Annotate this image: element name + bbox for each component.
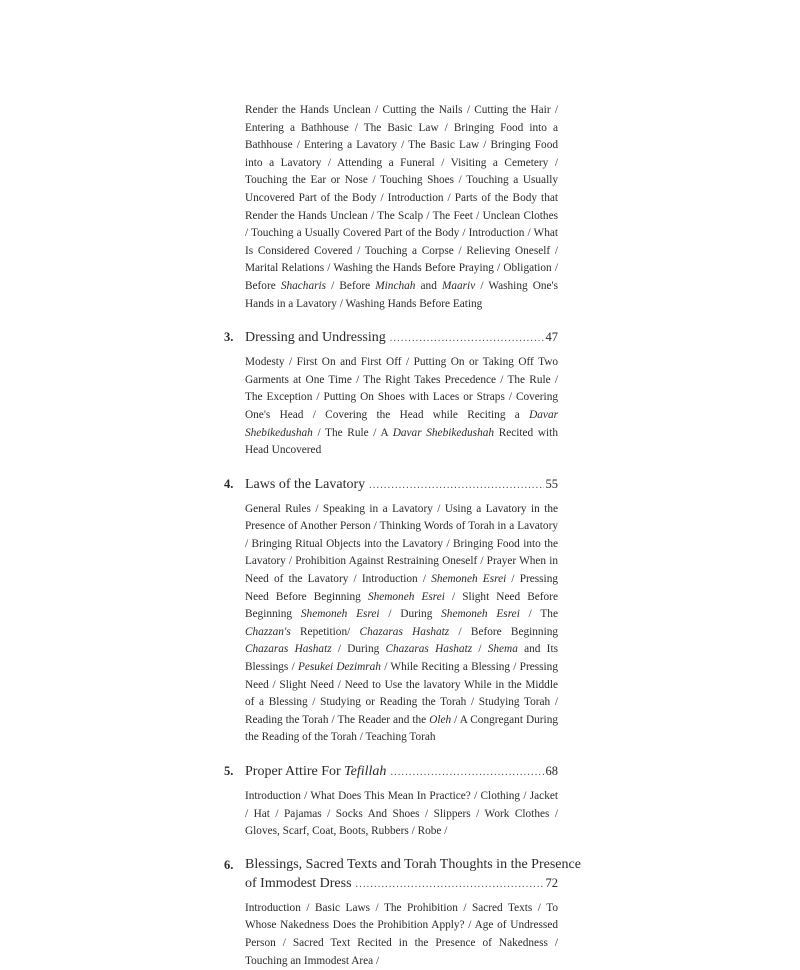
dot-leader bbox=[369, 477, 543, 495]
intro-continuation-topics: Render the Hands Unclean / Cutting the Nails / Cutting the Hair / Entering a Bathhouse / The Basic Law / Bringing Food into a Bathhouse / Entering a Lavatory / The Basic Law / Bringing Food into a Lavatory / Attending a Funeral / Visiting a Cemetery / Touching the Ear or Nose / Touching Shoes / Touching a Usually Uncovered Part of the Body / Introduction / Parts of the Body that Render the Hands Unclean / The Scalp / The Feet / Unclean Clothes / Touching a Usually Covered Part of the Body / Introduction / What Is Considered Covered / Touching a Corpse / Relieving Oneself / Marital Relations / Washing the Hands Before Praying / Obligation / Before Shacharis / Before Minchah and Maariv / Washing One's Hands in a Lavatory / Washing Hands Before Eating bbox=[245, 104, 558, 310]
chapter-title-line2: of Immodest Dress bbox=[245, 875, 352, 891]
chapter-topics: Introduction / What Does This Mean In Practice? / Clothing / Jacket / Hat / Pajamas / Socks And Shoes / Slippers / Work Clothes / Gloves, Scarf, Coat, Boots, Rubbers / Robe / bbox=[245, 790, 558, 838]
chapter-title bbox=[245, 763, 390, 781]
chapter-number: 5. bbox=[224, 764, 234, 778]
chapter-title-text: Proper Attire For bbox=[245, 764, 345, 779]
dot-leader bbox=[356, 876, 544, 894]
chapter-page-number: 47 bbox=[545, 330, 558, 345]
chapter-topics: Introduction / Basic Laws / The Prohibition / Sacred Texts / To Whose Nakedness Does the Prohibition Apply? / Age of Undressed Person / Sacred Text Recited in the Presence of Nakedness / Touching an Immodest Area / bbox=[245, 901, 558, 967]
chapter-number: 6. bbox=[224, 857, 234, 872]
dot-leader bbox=[390, 330, 544, 348]
chapter-heading[interactable] bbox=[224, 856, 581, 894]
chapter-3 bbox=[224, 328, 558, 460]
chapter-title-line2-row bbox=[245, 874, 558, 894]
chapter-number: 3. bbox=[224, 330, 234, 345]
chapter-heading[interactable] bbox=[224, 328, 558, 348]
chapter-5 bbox=[224, 762, 558, 841]
chapter-page-number: 68 bbox=[545, 764, 558, 778]
table-of-contents-page bbox=[224, 102, 581, 970]
chapter-heading[interactable] bbox=[224, 475, 558, 495]
chapter-page-number: 72 bbox=[545, 875, 558, 890]
chapter-page-number: 55 bbox=[545, 476, 558, 491]
chapter-4 bbox=[224, 475, 559, 747]
chapter-topics: General Rules / Speaking in a Lavatory / Using a Lavatory in the Presence of Another Person / Thinking Words of Torah in a Lavatory / Bringing Ritual Objects into the Lavatory / Bringing Food into the Lavatory / Prohibition Against Restraining Oneself / Prayer When in Need of the Lavatory / Introduction / Shemoneh Esrei / Pressing Need Before Beginning Shemoneh Esrei / Slight Need Before Beginning Shemoneh Esrei / During Shemoneh Esrei / The Chazzan's Repetition/ Chazaras Hashatz / Before Beginning Chazaras Hashatz / During Chazaras Hashatz / Shema and Its Blessings / Pesukei Dezimrah / While Reciting a Blessing / Pressing Need / Slight Need / Need to Use the lavatory While in the Middle of a Blessing / Studying or Reading the Torah / Studying Torah / Reading the Torah / The Reader and the Oleh / A Congregant During the Reading of the Torah / Teaching Torah bbox=[245, 502, 559, 744]
chapter-topics: Modesty / First On and First Off / Putting On or Taking Off Two Garments at One Time / The Right Takes Precedence / The Rule / The Exception / Putting On Shoes with Laces or Straps / Covering One's Head / Covering the Head while Reciting a Davar Shebikedushah / The Rule / A Davar Shebikedushah Recited with Head Uncovered bbox=[245, 356, 558, 457]
chapter-title: Dressing and Undressing bbox=[245, 330, 386, 346]
chapter-6 bbox=[224, 856, 581, 970]
chapter-number: 4. bbox=[224, 476, 234, 491]
chapter-title: Laws of the Lavatory bbox=[245, 476, 366, 492]
dot-leader bbox=[390, 764, 543, 782]
chapter-title-italic: Tefillah bbox=[344, 764, 387, 779]
chapter-title-line1: Blessings, Sacred Texts and Torah Thoughts in the Presence bbox=[245, 856, 581, 872]
chapter-heading[interactable] bbox=[224, 762, 558, 782]
